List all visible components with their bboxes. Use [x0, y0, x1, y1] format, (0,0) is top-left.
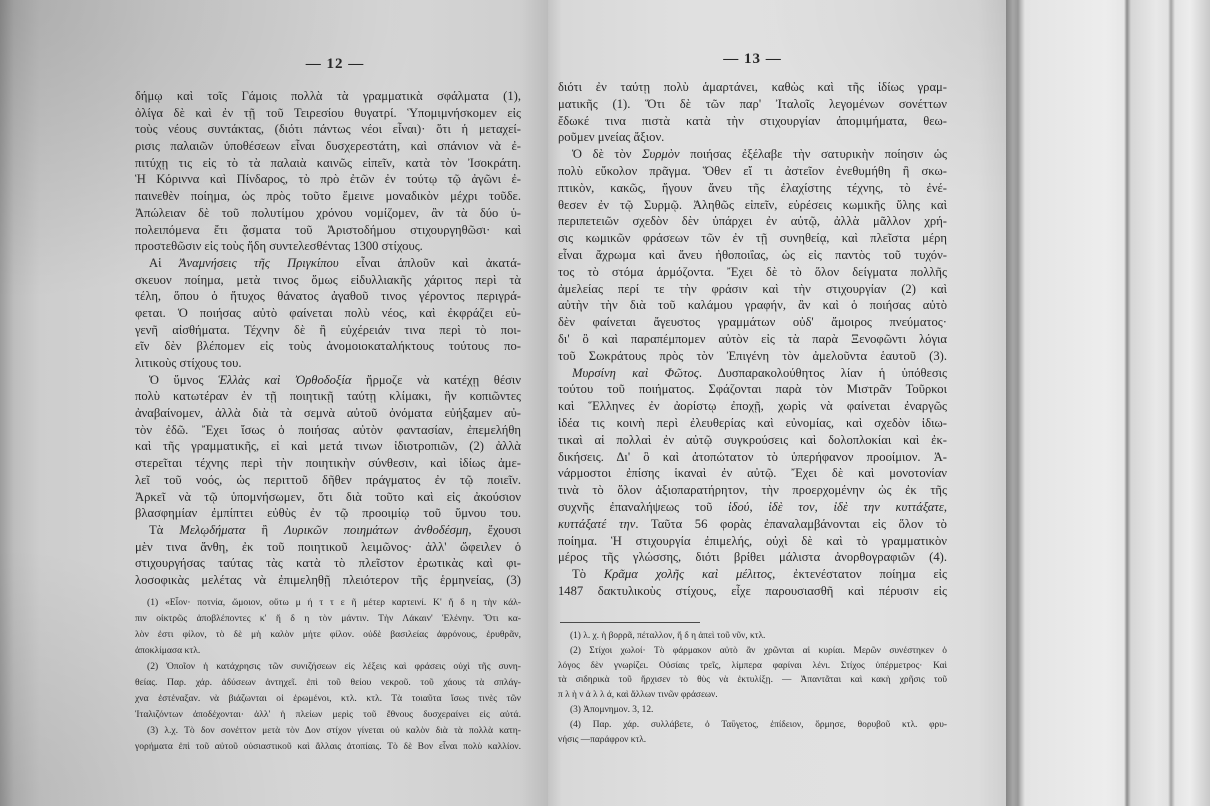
text-segment: συχνῆς ἐπαναλήψεως τοῦ [558, 499, 729, 514]
text-line: τος τὸ στόμα ἁρμόζοντα. Ἔχει δὲ τὸ ὅλον δείγματα πολλῆς [558, 264, 947, 279]
footnotes [558, 629, 947, 747]
footnote-line: λόγος δὲν γνωρίζει. Οὐσίαις τρεῖς, λίμπερα φαρίναι λένι. Στίχος ὑπέρμετρος· Καὶ [558, 660, 947, 671]
text-segment: Ὁ ὕμνος [149, 372, 219, 387]
footnote-line: νήσις —παράφρον κτλ. [558, 734, 647, 745]
text-line: νάρμοστοι ἐπίσης ἱκαναὶ ἐν αὐτῷ. Ἔχει δὲ καὶ μονοτονίαν [558, 466, 947, 481]
text-segment: Τὸ [572, 567, 604, 582]
text-line: ροῦμεν μνείας ἄξιον. [558, 130, 665, 145]
footnote-line: λὸν ἐστι φίλον, τὸ δὲ μὴ καλὸν μήτε φίλον. οὐδὲ βασιλείας ἀφρόνους, ἐρυθρᾶν, [135, 629, 521, 640]
text-line: δικήσεις. Δι' ὃ καὶ ἀτοπώτατον τὸ ὑπερήφανον προοίμιον. Ἀ- [558, 449, 947, 464]
text-line: σκευον ποίημα, μετὰ τινος ὅμως εἰδυλλιακῆς χάριτος περὶ τὰ [135, 272, 521, 287]
text-block [558, 79, 947, 600]
text-line [558, 566, 947, 583]
text-segment: , [749, 499, 769, 514]
text-segment: εἶναι ἁπλοῦν καὶ ἀκατά- [338, 255, 522, 270]
text-line: σις κωμικῶν φράσεων τῶν ἐν τῇ συνηθείᾳ, καὶ πλεῖστα μέρη [558, 231, 947, 246]
footnote-line: (2) Ὁποῖον ἡ κατάχρησις τῶν συνιζήσεων εἰς λέξεις καὶ φράσεις οὐχὶ τῆς συνη- [147, 661, 521, 672]
text-line: αὐτὴν τὴν διὰ τοῦ καλάμου γραφήν, ἂν καὶ ὁ ποιήσας αὐτὸ [558, 298, 947, 313]
italic-title-text: ἰδὲ τον [768, 499, 815, 514]
footnote-line: (3) λ.χ. Τὸ δον σονέττον μετὰ τὸν Δον στίχον γίνεται οὐ καλὸν διὰ τὰ πολλὰ κατη- [147, 725, 521, 736]
italic-title-text: Συρμὸν [642, 147, 680, 162]
footnote-line: ἀποκλίμασα κτλ. [135, 645, 201, 656]
text-line: στιχουργήσας ταύτας τὰς κατὰ τὸ πλεῖστον ἐρωτικὰς καὶ φι- [135, 556, 521, 571]
text-line: Ἀπώλειαν δὲ τοῦ πολυτίμου χρόνου νομίζομεν, ἂν τὰ δύο ὑ- [135, 205, 521, 220]
footnote-line: (1) «Εἶον· ποτνία, ὤμοιον, οὔτω μ ή τ τ ε ῆ μέτερ καρτεινί. Κ' ἤ δ η τὴν κάλ- [147, 597, 521, 608]
text-line: γενῆ αἰσθήματα. Τέχνην δὲ ἢ εὐχέρειάν τινα περὶ τὸ ποι- [135, 322, 521, 337]
footnote-line: πιν οἰκτρῶς ἀποβλέποντες κ' ἤ δ η τὸν μάντιν. Τὴν Λάκαιν' Ἑλένην. Ὅτι κα- [135, 613, 521, 624]
text-segment: Αἱ [149, 255, 179, 270]
text-line: λοσοφικὰς μελέτας νὰ ἐπιμεληθῇ πλειότερον τῆς ἑρμηνείας, (3) [135, 572, 521, 587]
text-line: πτικὸν, κακῶς, ἤγουν ἄνευ τῆς ἐλαχίστης τέχνης, τὸ ἐνέ- [558, 180, 947, 195]
text-line: λιτικοὺς στίχους του. [135, 356, 242, 370]
text-line: εἶναι ἄχρωμα καὶ ἄνευ ἠθοποιΐας, ὡς εἰς παντὸς τοῦ τυχόν- [558, 247, 947, 262]
book-edge [1006, 0, 1210, 806]
italic-title-text: Κρᾶμα χολῆς καὶ μέλιτος [603, 567, 773, 582]
text-line: ἔδωκέ τινα πιστὰ κατὰ τὴν στιχουργίαν ἀπομιμήματα, θεω- [558, 113, 947, 128]
text-line: πιτύχῃ τις εἰς τὸ τὰ παλαιὰ καινῶς εἰπεῖν, κατὰ τὸν Ἰσοκράτη. [135, 155, 521, 170]
text-line [558, 365, 947, 382]
text-line: δι' ὃ καὶ παραπέμπομεν αὐτὸν εἰς τὰ παρὰ Ξενοφῶντι λόγια [558, 331, 947, 346]
text-line: προστεθῶσιν εἰς τοὺς ἤδη συντελεσθέντας 1300 στίχους. [135, 239, 423, 254]
text-segment: . Ταῦτα 56 φορὰς ἐπαναλαμβάνονται εἰς ὅλον τὸ [635, 516, 947, 531]
italic-title-text: ἰδού [728, 499, 750, 514]
italic-title-text: Λυρικῶν ποιημάτων ἀνθοδέσμη [284, 522, 469, 537]
text-line [558, 499, 947, 516]
text-block [135, 88, 521, 589]
page-number: — 12 — [305, 56, 365, 72]
text-segment: , [943, 499, 948, 514]
text-line: βλασφημίαν ἐμπίπτει εὐθὺς ἐν τῷ προοιμίῳ τοῦ ὕμνου του. [135, 506, 521, 521]
footnote-line: χνα ἐστέναξαν. νὰ βιάζωνται οἱ ἐρωμένοι, κτλ. κτλ. Τὰ τοιαῦτα ἴσως τινὲς τῶν [135, 693, 521, 704]
text-line: θεσεν ἐν τῷ Συρμῷ. Ἀληθῶς εἰπεῖν, εὑρέσεις κωμικῆς ὕλης καὶ [558, 197, 947, 212]
text-line: τικαὶ αἱ πολλαὶ ἐν αὐτῷ συγκρούσεις καὶ δολοπλοκίαι καὶ ἐκ- [558, 432, 947, 447]
text-line: μέρος τῆς γλώσσης, διότι βρίθει μάλιστα ἀνορθογραφιῶν (4). [558, 550, 947, 565]
text-line: τέλη, ὅπου ὁ ἤτυχος θάνατος ἀγαθοῦ τινος γέροντος περιγρά- [135, 289, 521, 304]
text-line: φεται. Ὁ ποιήσας αὐτὸ φαίνεται πολὺ νέος, καὶ ἐκφράζει εὐ- [135, 305, 521, 320]
footnote-line: π λ ὴ ν ἀ λ λ ά, καὶ ἄλλων τινῶν φράσεων. [558, 690, 718, 701]
footnote-line: τὰ σιδηρικὰ τοῦ ἤρχισεν τὸ θὺς νὰ ἐκτυλίξῃ. — Ἀπαντᾶται καὶ κακὴ χρῆσις τοῦ [558, 675, 947, 686]
text-line: εῖν δὲν βλέπομεν εἰς τοὺς ἀνομοιοκαταλήκτους τούτους πο- [135, 339, 521, 354]
text-segment: Ὁ δὲ τὸν [572, 147, 643, 162]
text-segment: , ἔχουσι [468, 522, 521, 537]
text-line [135, 522, 521, 539]
text-line: τοὺς νέους συντάκτας, (διότι πάντως νέοι εἶναι)· ὅτι ἡ μεταχεί- [135, 122, 521, 137]
text-line: περιπετειῶν σχεδὸν δὲν ὑπάρχει ἐν αὐτῷ, ἀλλὰ μᾶλλον χρή- [558, 214, 947, 229]
footnote-rule [560, 622, 700, 623]
text-line: τινὰ τὸ ὅλον ἀξιοπαρατήρητον, τὴν προερχομένην ὡς ἐκ τῆς [558, 483, 947, 498]
text-line: παινεθὲν ποίημα, ὡς πρὸς τοῦτο ἔμεινε μοναδικὸν μέχρι τοῦδε. [135, 189, 521, 204]
text-line: μὲν τινα ἄνθη, ἐκ τοῦ ποιητικοῦ λειμῶνος· ἀλλ' ὤφειλεν ὁ [135, 539, 521, 554]
italic-title-text: Ἀναμνήσεις τῆς Πριγκίπου [178, 255, 339, 270]
text-line: Ἀρκεῖ νὰ τῷ ὑπομνήσωμεν, ὅτι διὰ τοῦτο καὶ εἰς ἀκούσιον [135, 489, 521, 504]
footnote-line: (3) Ἀπομνημον. 3, 12. [570, 704, 654, 715]
text-line: τούτου τοῦ ποιήματος. Σφάζονται παρὰ τὸν Μιστρᾶν Τοῦρκοι [558, 382, 947, 397]
text-line: δὲν φαίνεται ἄγευστος γραμμάτων οὐδ' ἄμοιρος πνεύματος· [558, 315, 947, 330]
footnote-line: (4) Παρ. χάρ. συλλάβετε, ὁ Ταΰγετος, ἐπίδειον, ὅρμησε, θορυβοῦ κτλ. φρυ- [570, 719, 947, 730]
text-line: ὀλίγα δὲ καὶ ἐν τῇ τοῦ Τειρεσίου θυγατρί. Ὑπομιμνήσκομεν εἰς [135, 105, 521, 120]
text-line [558, 516, 947, 533]
text-line: 1487 δακτυλικοὺς στίχους, εἶχε παρουσιασθῆ καὶ πέρυσιν εἰς [558, 583, 947, 598]
text-line: τοῦ Σωκράτους πρὸς τὸν Ἐπιγένη τὸν ἀμελοῦντα ἑαυτοῦ (3). [558, 348, 947, 363]
text-segment: , ἐκτενέστατον ποίημα εἰς [772, 567, 947, 582]
text-line [135, 255, 521, 272]
footnote-line: (2) Στίχοι χωλοί· Τὸ φάρμακον αὐτὸ ἂν χρῶνται αἱ κυρίαι. Μερῶν συνέστηκεν ὁ [570, 645, 947, 656]
text-line: δήμῳ καὶ τοῖς Γάμοις πολλὰ τὰ γραμματικὰ σφάλματα (1), [135, 89, 521, 103]
text-line: ποίημα. Ἡ στιχουργία ἐπιμελής, οὐχὶ δὲ καὶ τὸ γραμματικὸν [558, 533, 947, 548]
text-line: πολὺ κατωτέραν ἐν τῇ ποιητικῇ ταύτῃ κλίμακι, ἣν κοπιῶντες [135, 389, 521, 404]
italic-title-text: κυττάξατέ την [558, 516, 636, 531]
text-line: πολὺ εὔκολον πρᾶγμα. Ὅθεν εἴ τι ἀστεῖον ἐνεθυμήθη ἢ σκω- [558, 163, 947, 178]
text-line: ρισις παλαιῶν ὑποθέσεων εἶναι δυσχερεστάτη, καὶ σπάνιον νὰ ἐ- [135, 139, 521, 154]
page-number: — 13 — [723, 51, 782, 67]
italic-title-text: Μυρσίνη καὶ Φῶτος [572, 365, 699, 380]
text-line: τὸν ἐδῶ. Ἔχει ἴσως ὁ ποιήσας αὐτὸν φαντασίαν, ἐπεμελήθη [135, 422, 521, 437]
page-left [0, 0, 548, 806]
footnotes [135, 595, 521, 755]
footnote-line: Ἰταλιζόντων ἀποδέχονται· ἀλλ' ἡ πλείων μερὶς τοῦ ἔθνους δυσχεραίνει εἰς αὐτά. [135, 709, 521, 720]
text-line: Ἡ Κόριννα καὶ Πίνδαρος, τὸ πρὸ ἐτῶν ἐν τούτῳ τῷ ἀγῶνι ἐ- [135, 172, 521, 187]
italic-title-text: ἰδὲ την κυττάξατε [833, 499, 944, 514]
text-line: καὶ Ἕλληνες ἐν ἀορίστῳ ἐποχῇ, χωρὶς νὰ φαίνεται ἐναργῶς [558, 399, 947, 414]
italic-title-text: Ἑλλὰς καὶ Ὀρθοδοξία [218, 372, 352, 387]
footnote-line: θείας. Παρ. χάρ. ἀδύσεων ἀντηχεῖ. ἐπὶ τοῦ θείου νεκροῦ. τοῦ χάους τὰ σπλάγ- [135, 677, 521, 688]
text-line: ἀναβαίνομεν, ἀλλὰ διὰ τὰ σεμνὰ αὐτοῦ ὀνόματα εὐήξαμεν αὐ- [135, 406, 521, 421]
text-segment: ἢ [245, 522, 285, 537]
text-line: ἰδέα τις κοινὴ περὶ ἐλευθερίας καὶ εὐνομίας, καὶ σχεδὸν ἰδιω- [558, 415, 947, 430]
italic-title-text: Μελῳδήματα [179, 522, 246, 537]
text-segment: . Δυσπαρακολούθητος λίαν ἡ ὑπόθεσις [698, 365, 947, 380]
text-segment: , [814, 499, 834, 514]
text-segment: Τὰ [149, 522, 180, 537]
page-right [548, 0, 1006, 806]
text-line: ἀμελείας περί τε τὴν φράσιν καὶ τὴν στιχουργίαν (2) καὶ [558, 281, 947, 296]
footnote-line: γορήματα ἐπὶ τοῦ αὐτοῦ οὐσιαστικοῦ καὶ ἄλλαις ἀτοπίαις. Τὸ δὲ Βον εἶναι πολὺ καλλίον. [135, 741, 521, 752]
footnote-line: (1) λ. χ. ἡ βορρᾶ, πέταλλον, ἤ δ η ἀπεὶ τοῦ νῦν, κτλ. [570, 631, 766, 641]
text-line: στερεῖται τέχνης περὶ τὴν ποιητικὴν σύνθεσιν, καὶ ἰδίως ἀμε- [135, 456, 521, 471]
text-line [558, 146, 947, 163]
text-line: ματικῆς (1). Ὅτι δὲ τῶν παρ' Ἰταλοῖς λεγομένων σονέττων [558, 96, 947, 111]
text-line: λεῖ τοῦ νοός, ὡς περιττοῦ δῆθεν πράγματος ἐν τῷ ποιεῖν. [135, 472, 521, 487]
text-line: διότι ἐν ταύτῃ πολὺ ἁμαρτάνει, καθὼς καὶ τῆς ἰδίως γραμ- [558, 80, 947, 94]
text-line: καὶ τῆς γραμματικῆς, εἰ καὶ μετά τινων ἰδιοτροπιῶν, (2) ἀλλὰ [135, 439, 521, 454]
text-line: πολειπόμενα ἔτι ᾄσματα τοῦ Ἀριστοδήμου στιχουργηθῶσι· καὶ [135, 222, 521, 237]
text-segment: ἥρμοζε νὰ κατέχῃ θέσιν [351, 372, 521, 387]
text-line [135, 372, 521, 389]
text-segment: ποιήσας ἐξέλαβε τὴν σατυρικὴν ποίησιν ὡς [679, 147, 947, 162]
